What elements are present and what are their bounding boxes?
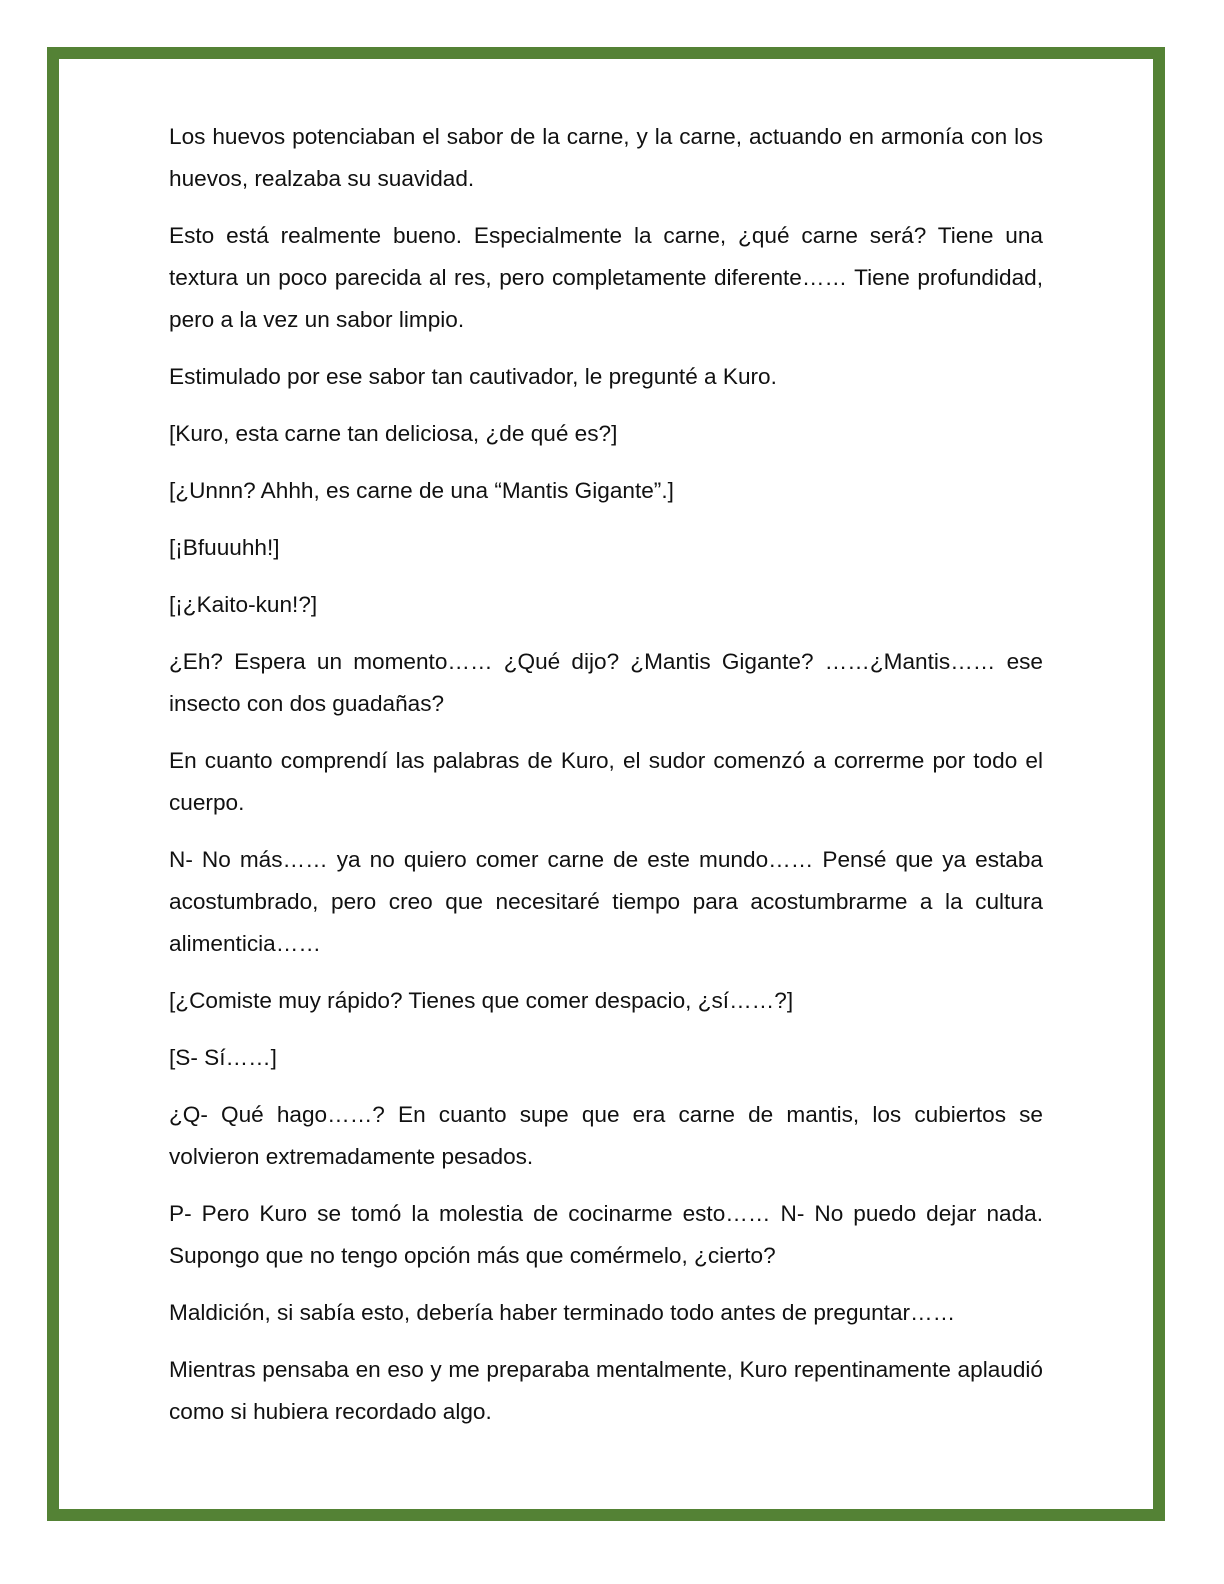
paragraph: Maldición, si sabía esto, debería haber terminado todo antes de preguntar…… [169, 1300, 956, 1325]
paragraph: ¿Q- Qué hago……? En cuanto supe que era carne de mantis, los cubiertos se volvieron extremadamente pesados. [169, 1102, 1043, 1169]
paragraph: [¡Bfuuuhh!] [169, 535, 280, 560]
paragraph: P- Pero Kuro se tomó la molestia de cocinarme esto…… N- No puedo dejar nada. Supongo que no tengo opción más que comérmelo, ¿cierto? [169, 1201, 1043, 1268]
paragraph: [Kuro, esta carne tan deliciosa, ¿de qué es?] [169, 421, 618, 446]
paragraph: N- No más…… ya no quiero comer carne de este mundo…… Pensé que ya estaba acostumbrado, pero creo que necesitaré tiempo para acostumbrarme a la cultura alimenticia…… [169, 847, 1043, 956]
paragraph: Los huevos potenciaban el sabor de la carne, y la carne, actuando en armonía con los huevos, realzaba su suavidad. [169, 124, 1043, 191]
paragraph: [¿Comiste muy rápido? Tienes que comer despacio, ¿sí……?] [169, 988, 794, 1013]
paragraph: Estimulado por ese sabor tan cautivador, le pregunté a Kuro. [169, 364, 777, 389]
paragraph: ¿Eh? Espera un momento…… ¿Qué dijo? ¿Mantis Gigante? ……¿Mantis…… ese insecto con dos guadañas? [169, 649, 1043, 716]
paragraph: [¿Unnn? Ahhh, es carne de una “Mantis Gigante”.] [169, 478, 674, 503]
document-body [169, 116, 1043, 1448]
paragraph: [¡¿Kaito-kun!?] [169, 592, 318, 617]
paragraph: Esto está realmente bueno. Especialmente la carne, ¿qué carne será? Tiene una textura un poco parecida al res, pero completamente diferente…… Tiene profundidad, pero a la vez un sabor limpio. [169, 223, 1043, 332]
paragraph: [S- Sí……] [169, 1045, 277, 1070]
paragraph: En cuanto comprendí las palabras de Kuro, el sudor comenzó a correrme por todo el cuerpo. [169, 748, 1043, 815]
paragraph: Mientras pensaba en eso y me preparaba mentalmente, Kuro repentinamente aplaudió como si hubiera recordado algo. [169, 1357, 1043, 1424]
